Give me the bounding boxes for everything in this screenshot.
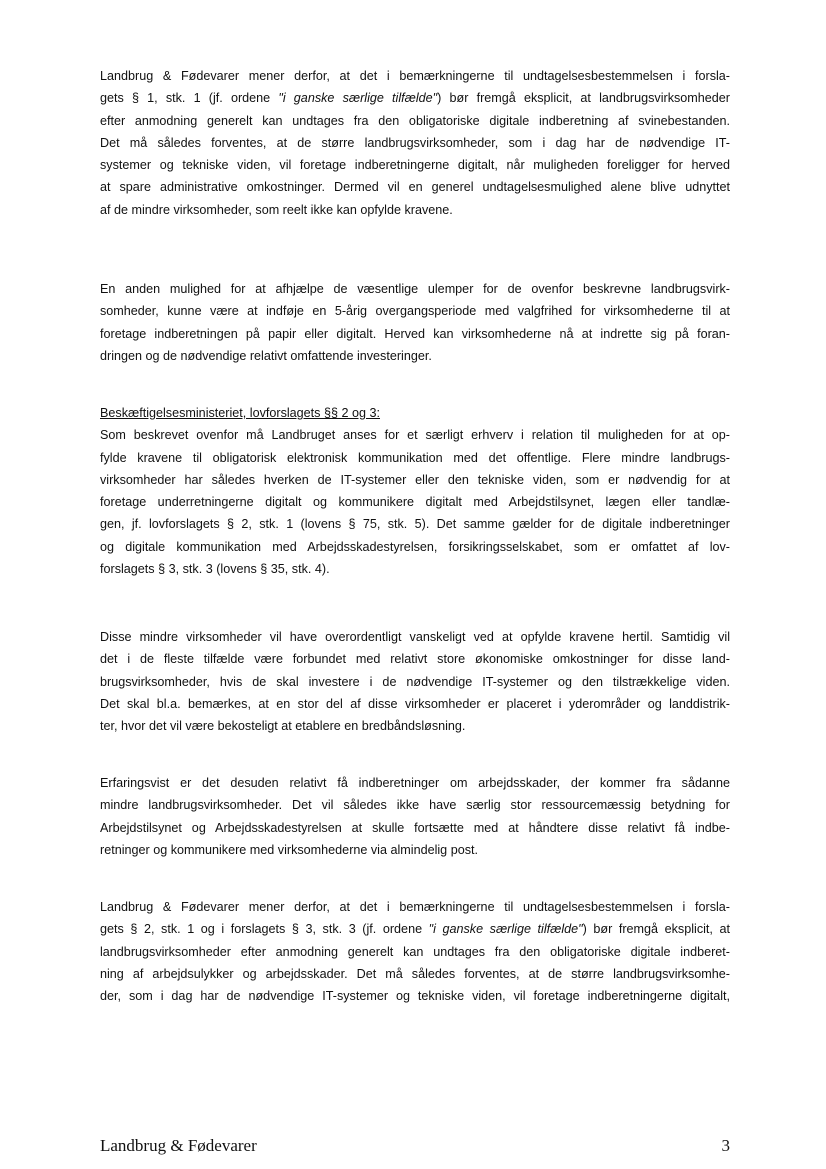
- text-run: efter anmodning generelt kan undtages fra den obligatoriske digitale indberetning af svinebestanden.: [100, 113, 730, 128]
- text-run: Erfaringsvist er det desuden relativt få indberetninger om arbejdsskader, der kommer fra sådanne: [100, 776, 730, 790]
- paragraph-4: [100, 626, 730, 737]
- text-line: [100, 648, 730, 670]
- text-run: fylde kravene til obligatorisk elektronisk kommunikation med det offentlige. Flere mindre landbrugs-: [100, 450, 730, 465]
- text-line: [100, 447, 730, 469]
- text-run: mindre landbrugsvirksomheder. Det vil således ikke have særlig stor ressourcemæssig betydning for: [100, 798, 730, 813]
- text-run: af de mindre virksomheder, som reelt ikke kan opfylde kravene.: [100, 202, 453, 217]
- text-line: [100, 491, 730, 513]
- text-run: foretage indberetningen på papir eller digitalt. Herved kan virksomhederne nå at indrette sig på foran-: [100, 326, 730, 341]
- text-run: at spare administrative omkostninger. Dermed vil en generel undtagelsesmulighed alene blive udnyttet: [100, 180, 730, 195]
- text-line: [100, 278, 730, 300]
- text-line: [100, 513, 730, 535]
- text-run: systemer og tekniske viden, vil foretage indberetningerne digitalt, når muligheden foreligger for herved: [100, 158, 730, 173]
- text-line: [100, 424, 730, 446]
- text-run: forslagets § 3, stk. 3 (lovens § 35, stk. 4).: [100, 562, 330, 577]
- paragraph-1: [100, 65, 730, 221]
- page-footer: [100, 1136, 730, 1166]
- text-run: Landbrug & Fødevarer mener derfor, at det i bemærkningerne til undtagelsesbestemmelsen i forsla-: [100, 69, 730, 83]
- paragraph-6: [100, 896, 730, 1007]
- text-run: gen, jf. lovforslagets § 2, stk. 1 (lovens § 75, stk. 5). Det samme gælder for de digitale indberetninger: [100, 517, 730, 532]
- text-run: Som beskrevet ovenfor må Landbruget anses for et særligt erhverv i relation til muligheden for at op-: [100, 428, 730, 443]
- italic-quote: "i ganske særlige tilfælde": [428, 922, 583, 937]
- text-line: [100, 693, 730, 715]
- text-line: [100, 794, 730, 816]
- paragraph-5: [100, 772, 730, 861]
- text-run: det i de fleste tilfælde være forbundet med relativt store økonomiske omkostninger for disse land-: [100, 652, 730, 667]
- text-run: Disse mindre virksomheder vil have overordentligt vanskeligt ved at opfylde kravene hertil. Samtidig vil: [100, 630, 730, 644]
- text-line: [100, 558, 730, 580]
- text-line: [100, 839, 730, 861]
- text-run: En anden mulighed for at afhjælpe de væsentlige ulemper for de ovenfor beskrevne landbrugsvirk-: [100, 282, 730, 296]
- text-line: [100, 536, 730, 558]
- text-run: virksomheder har således hverken de IT-systemer eller den tekniske viden, som er nødvendig for at: [100, 472, 730, 487]
- text-run: retninger og kommunikere med virksomhederne via almindelig post.: [100, 842, 478, 857]
- text-line: [100, 918, 730, 940]
- text-line: [100, 176, 730, 198]
- text-line: [100, 110, 730, 132]
- text-run: Det må således forventes, at de større landbrugsvirksomheder, som i dag har de nødvendige IT-: [100, 135, 730, 150]
- text-run: Landbrug & Fødevarer mener derfor, at det i bemærkningerne til undtagelsesbestemmelsen i forsla-: [100, 900, 730, 914]
- text-run: gets § 2, stk. 1 og i forslagets § 3, stk. 3 (jf. ordene: [100, 922, 429, 937]
- page-number: 3: [721, 1136, 730, 1155]
- text-run: der, som i dag har de nødvendige IT-systemer og tekniske viden, vil foretage indberetningerne digitalt,: [100, 989, 730, 1004]
- text-run: landbrugsvirksomheder efter anmodning generelt kan undtages fra den obligatoriske digitale indberet-: [100, 944, 730, 959]
- text-line: [100, 199, 730, 221]
- text-line: [100, 65, 730, 87]
- text-line: [100, 300, 730, 322]
- footer-organization: Landbrug & Fødevarer: [100, 1136, 257, 1155]
- text-line: [100, 896, 730, 918]
- text-line: [100, 671, 730, 693]
- text-run: dringen og de nødvendige relativt omfattende investeringer.: [100, 348, 432, 363]
- text-run: somheder, kunne være at indføje en 5-årig overgangsperiode med valgfrihed for virksomhederne til at: [100, 304, 730, 319]
- text-line: [100, 87, 730, 109]
- text-line: [100, 772, 730, 794]
- text-run: gets § 1, stk. 1 (jf. ordene: [100, 91, 279, 106]
- text-run: ) bør fremgå eksplicit, at landbrugsvirksomheder: [437, 91, 730, 106]
- text-line: [100, 626, 730, 648]
- text-line: [100, 469, 730, 491]
- text-run: ter, hvor det vil være bekosteligt at etablere en bredbåndsløsning.: [100, 719, 466, 734]
- text-run: og digitale kommunikation med Arbejdsskadestyrelsen, forsikringsselskabet, som er omfattet af lov-: [100, 539, 730, 554]
- text-line: [100, 963, 730, 985]
- text-run: brugsvirksomheder, hvis de skal investere i de nødvendige IT-systemer og den tilstrækkelige viden.: [100, 674, 730, 689]
- text-line: [100, 132, 730, 154]
- text-run: Arbejdstilsynet og Arbejdsskadestyrelsen at skulle fortsætte med at håndtere disse relativt få indbe-: [100, 820, 730, 835]
- text-run: ning af arbejdsulykker og arbejdsskader. Det må således forventes, at de større landbrugsvirksomhe-: [100, 966, 730, 981]
- text-run: Det skal bl.a. bemærkes, at en stor del af disse virksomheder er placeret i yderområder og landdistrik-: [100, 696, 730, 711]
- text-line: [100, 345, 730, 367]
- paragraph-2: [100, 278, 730, 367]
- text-line: [100, 154, 730, 176]
- italic-quote: "i ganske særlige tilfælde": [278, 91, 438, 106]
- paragraph-3: [100, 402, 730, 580]
- section-heading: Beskæftigelsesministeriet, lovforslagets §§ 2 og 3:: [100, 406, 380, 420]
- text-run: ) bør fremgå eksplicit, at: [582, 922, 730, 937]
- text-line: [100, 323, 730, 345]
- text-line: [100, 941, 730, 963]
- text-line: [100, 985, 730, 1007]
- text-line: [100, 715, 730, 737]
- text-run: foretage underretningerne digitalt og kommunikere digitalt med Arbejdstilsynet, lægen eller tandlæ-: [100, 495, 730, 510]
- text-line: [100, 817, 730, 839]
